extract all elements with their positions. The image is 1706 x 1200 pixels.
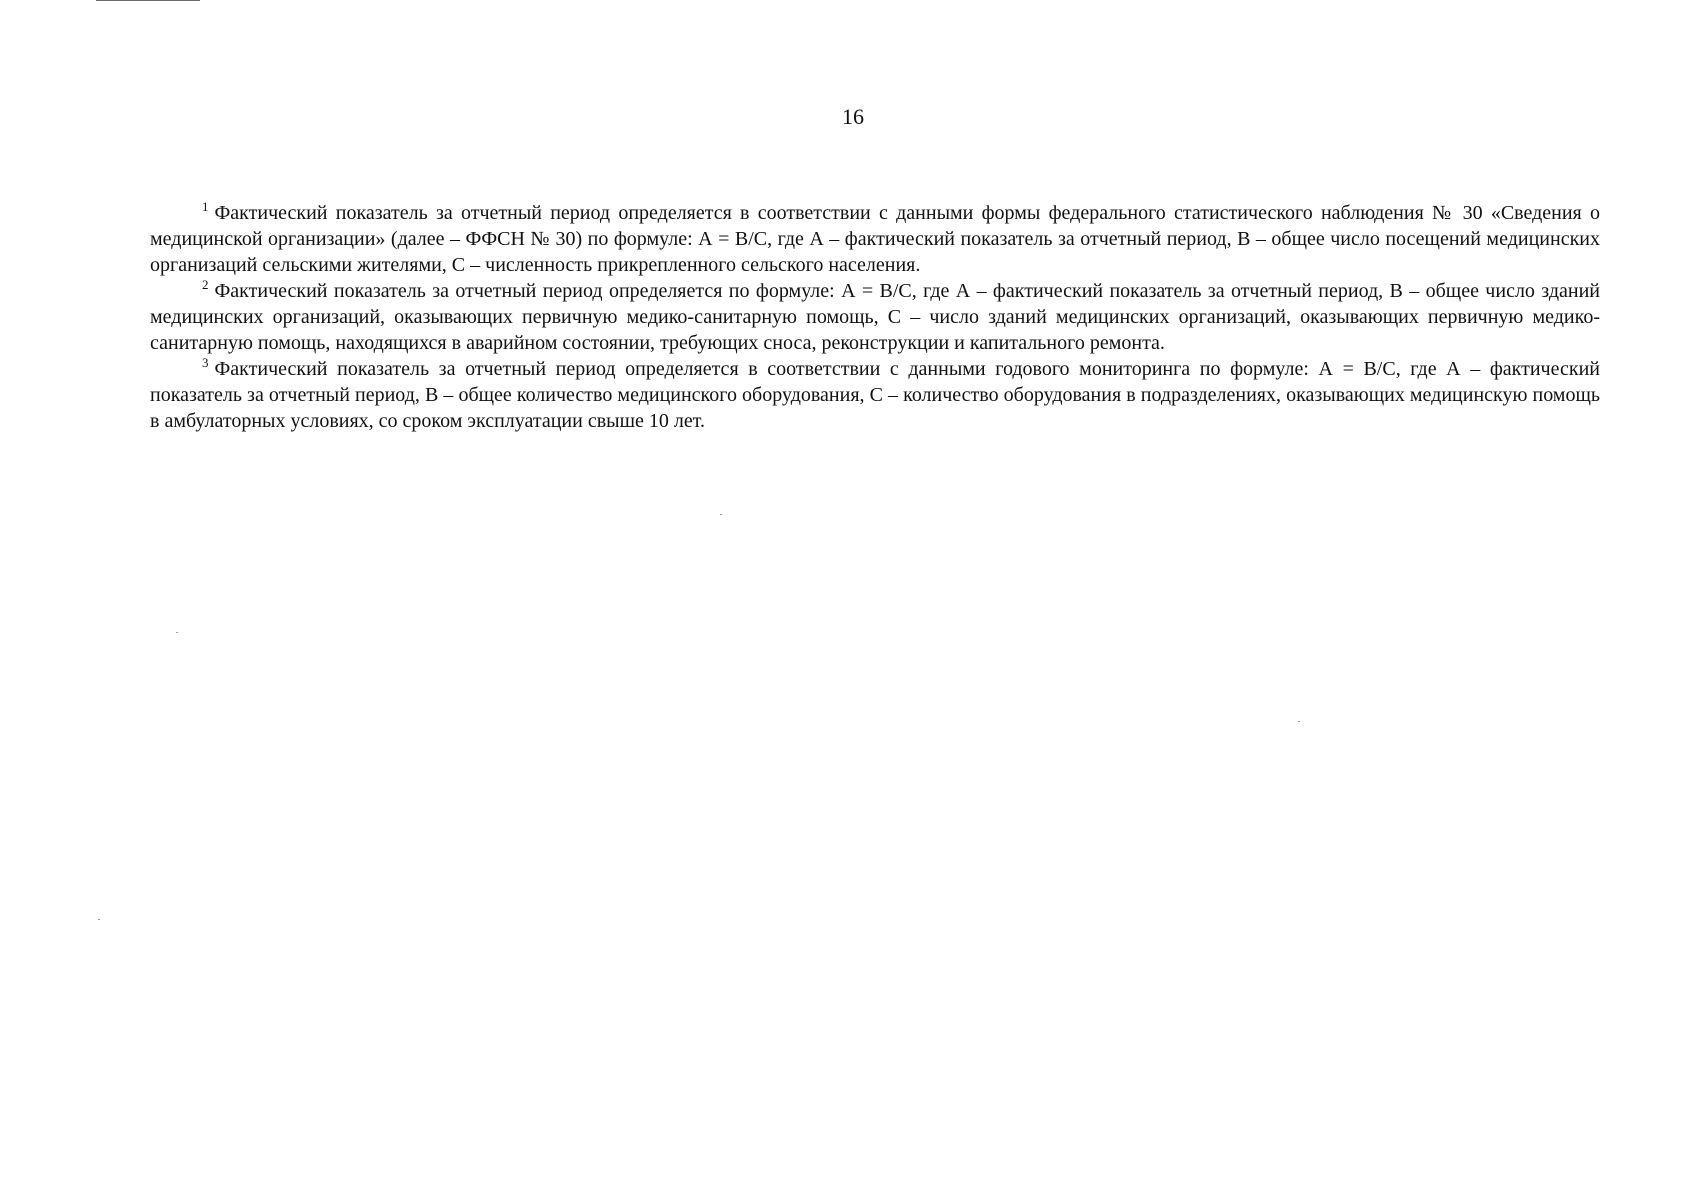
footnote-mark-3: 3 bbox=[202, 355, 209, 371]
footnote-mark-2: 2 bbox=[202, 277, 209, 293]
footnote-text-2: Фактический показатель за отчетный период определяется по формуле: А = В/С, где А – фактический показатель за отчетный период, В – общее число зданий медицинских организаций, оказывающих первичную медико-санитарную помощь, С – число зданий медицинских организаций, оказывающих первичную медико-санитарную помощь, находящихся в аварийном состоянии, требующих сноса, реконструкции и капитального ремонта. bbox=[150, 280, 1600, 354]
footnote-2 bbox=[150, 278, 1600, 356]
scan-speck bbox=[98, 919, 100, 920]
footnote-text-1: Фактический показатель за отчетный период определяется в соответствии с данными формы федерального статистического наблюдения № 30 «Сведения о медицинской организации» (далее – ФФСН № 30) по формуле: А = В/С, где А – фактический показатель за отчетный период, В – общее число посещений медицинских организаций сельскими жителями, С – численность прикрепленного сельского населения. bbox=[150, 202, 1600, 276]
footnote-mark-1: 1 bbox=[202, 199, 209, 215]
scan-speck bbox=[176, 632, 178, 633]
scan-artifact-line bbox=[96, 0, 200, 1]
page-number: 16 bbox=[842, 104, 864, 129]
footnote-text-3: Фактический показатель за отчетный период определяется в соответствии с данными годового мониторинга по формуле: А = В/С, где А – фактический показатель за отчетный период, В – общее количество медицинского оборудования, С – количество оборудования в подразделениях, оказывающих медицинскую помощь в амбулаторных условиях, со сроком эксплуатации свыше 10 лет. bbox=[150, 358, 1600, 432]
footnote-1 bbox=[150, 200, 1600, 278]
scan-speck bbox=[1298, 721, 1300, 722]
footnotes-block bbox=[150, 200, 1600, 434]
scan-speck bbox=[720, 514, 722, 515]
footnote-3 bbox=[150, 356, 1600, 434]
